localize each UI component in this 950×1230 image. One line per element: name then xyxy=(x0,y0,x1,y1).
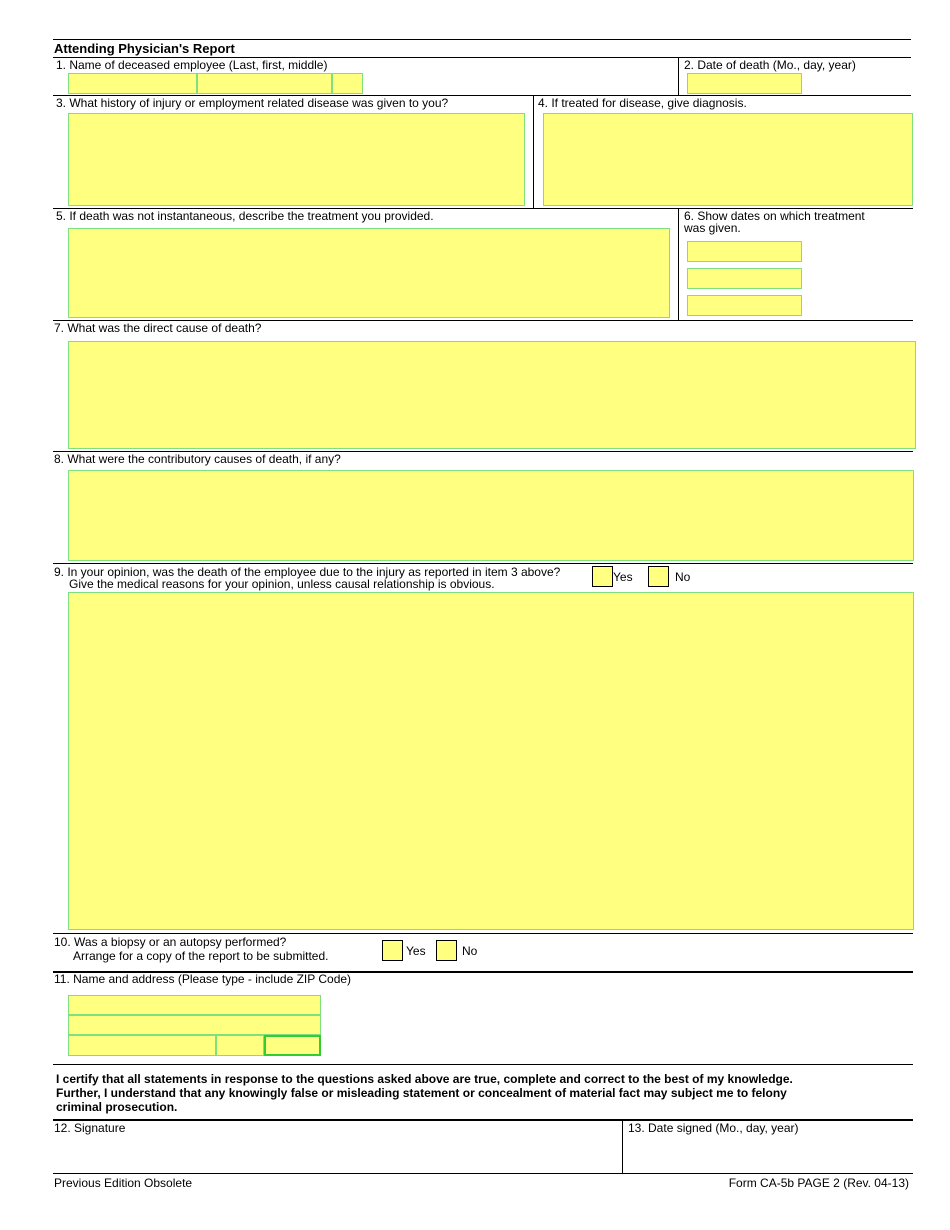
signature-area[interactable] xyxy=(54,1136,614,1170)
rule xyxy=(53,1064,913,1065)
q9-no-checkbox[interactable] xyxy=(648,566,669,587)
divider xyxy=(622,1119,623,1173)
rule xyxy=(53,1173,913,1174)
footer-left: Previous Edition Obsolete xyxy=(54,1176,193,1190)
direct-cause-field[interactable] xyxy=(68,341,916,449)
q13-label: 13. Date signed (Mo., day, year) xyxy=(628,1121,799,1135)
deceased-first-name-field[interactable] xyxy=(197,73,332,94)
q6-label-line1: 6. Show dates on which treatment xyxy=(684,209,865,223)
q9-label-line1: 9. In your opinion, was the death of the employee due to the injury as reported in item 3 above? xyxy=(54,565,561,579)
injury-history-field[interactable] xyxy=(68,113,525,206)
rule xyxy=(53,933,913,934)
city-field[interactable] xyxy=(68,1035,216,1056)
q9-yes-checkbox[interactable] xyxy=(592,566,613,587)
treatment-provided-field[interactable] xyxy=(68,228,670,318)
deceased-last-name-field[interactable] xyxy=(68,73,197,94)
q6-label-line2: was given. xyxy=(684,221,741,235)
q11-label: 11. Name and address (Please type - include ZIP Code) xyxy=(54,972,352,986)
rule xyxy=(53,563,913,564)
medical-reasons-field[interactable] xyxy=(68,592,914,930)
treatment-date-2-field[interactable] xyxy=(687,268,802,289)
q4-label: 4. If treated for disease, give diagnosis. xyxy=(538,96,747,110)
q1-label: 1. Name of deceased employee (Last, first, middle) xyxy=(56,58,328,72)
q10-no-checkbox[interactable] xyxy=(436,940,457,961)
treatment-date-1-field[interactable] xyxy=(687,241,802,262)
q5-label: 5. If death was not instantaneous, describe the treatment you provided. xyxy=(56,209,434,223)
q9-label-line2: Give the medical reasons for your opinion, unless causal relationship is obvious. xyxy=(69,577,495,591)
address-line-2-field[interactable] xyxy=(68,1015,321,1035)
deceased-middle-name-field[interactable] xyxy=(332,73,363,94)
certify-line-3: criminal prosecution. xyxy=(56,1100,178,1114)
q12-label: 12. Signature xyxy=(54,1121,126,1135)
top-rule xyxy=(53,39,911,40)
certify-line-1: I certify that all statements in response to the questions asked above are true, complete and correct to the best of my knowledge. xyxy=(56,1072,793,1086)
q2-label: 2. Date of death (Mo., day, year) xyxy=(684,58,856,72)
date-of-death-field[interactable] xyxy=(687,73,802,94)
q10-label-line1: 10. Was a biopsy or an autopsy performed? xyxy=(54,935,287,949)
state-field[interactable] xyxy=(216,1035,264,1056)
q9-yes-label: Yes xyxy=(613,570,633,584)
divider xyxy=(678,57,679,95)
form-title: Attending Physician's Report xyxy=(54,41,235,56)
q7-label: 7. What was the direct cause of death? xyxy=(54,321,262,335)
treatment-date-3-field[interactable] xyxy=(687,295,802,316)
address-line-1-field[interactable] xyxy=(68,995,321,1015)
q10-yes-label: Yes xyxy=(406,944,426,958)
q10-yes-checkbox[interactable] xyxy=(382,940,403,961)
footer-right: Form CA-5b PAGE 2 (Rev. 04-13) xyxy=(728,1176,909,1190)
divider xyxy=(533,95,534,208)
contributory-causes-field[interactable] xyxy=(68,470,914,561)
q3-label: 3. What history of injury or employment related disease was given to you? xyxy=(56,96,449,110)
zip-code-field[interactable] xyxy=(264,1035,321,1056)
q10-label-line2: Arrange for a copy of the report to be submitted. xyxy=(73,949,329,963)
date-signed-area[interactable] xyxy=(628,1136,908,1170)
certify-line-2: Further, I understand that any knowingly false or misleading statement or concealment of material fact may subject me to felony xyxy=(56,1086,787,1100)
divider xyxy=(678,208,679,320)
q10-no-label: No xyxy=(462,944,478,958)
diagnosis-field[interactable] xyxy=(543,113,913,206)
q9-no-label: No xyxy=(675,570,691,584)
q8-label: 8. What were the contributory causes of death, if any? xyxy=(54,452,341,466)
